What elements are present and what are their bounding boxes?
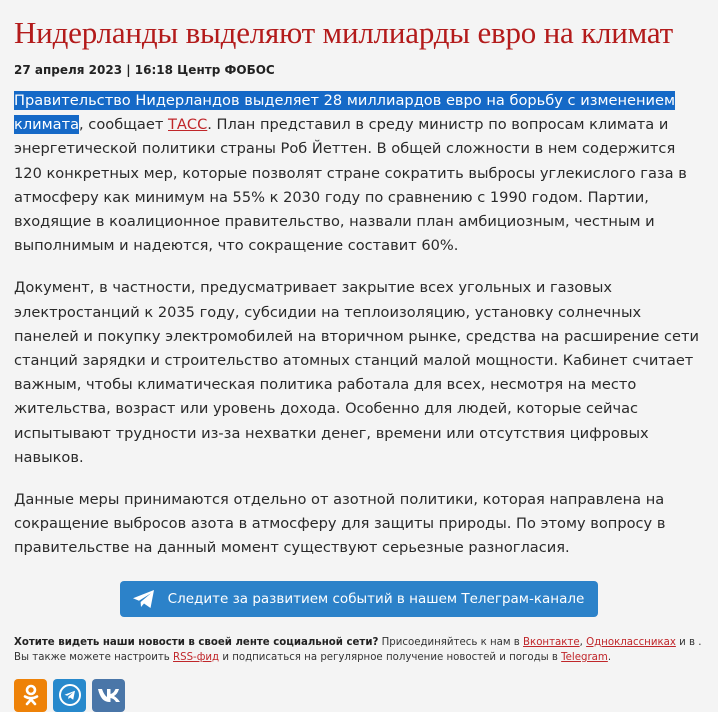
paragraph-2: Документ, в частности, предусматривает закрытие всех угольных и газовых электростанций к 2035 году, субсидии на теплоизоляцию, установку солнечных панелей и покупку электромобилей на вторичном рынке, средства на расширение сети станций зарядки и строительство атомных станций малой мощности. Кабинет считает важным, чтобы климатическая политика работала для всех, несмотря на место жительства, возраст или уровень дохода. Особенно для людей, которые сейчас испытывают трудности из-за нехватки денег, времени или отсутствия цифровых навыков.	[14, 279, 699, 466]
telegram-channel-button[interactable]	[120, 581, 599, 617]
article-body	[14, 89, 704, 561]
ok-link[interactable]: Одноклассниках	[586, 636, 676, 648]
paragraph-1-mid: , сообщает	[79, 116, 168, 134]
rss-link[interactable]: RSS-фид	[173, 651, 220, 663]
telegram-button-label: Следите за развитием событий в нашем Телеграм-канале	[167, 590, 585, 607]
paragraph-3: Данные меры принимаются отдельно от азотной политики, которая направлена на сокращение выбросов азота в атмосферу для защиты природы. По этому вопросу в правительстве на данный момент существуют серьезные разногласия.	[14, 491, 666, 557]
paper-plane-icon	[132, 589, 156, 609]
telegram-link[interactable]: Telegram	[561, 651, 608, 663]
selected-text[interactable]: Правительство Нидерландов выделяет 28 миллиардов евро на борьбу с изменением климата	[14, 92, 675, 134]
article-title: Нидерланды выделяют миллиарды евро на климат	[14, 15, 673, 50]
social-note-text: и подписаться на регулярное получение новостей и погоды в	[219, 651, 562, 663]
social-note-text: ,	[579, 636, 587, 648]
article-meta: 27 апреля 2023 | 16:18 Центр ФОБОС	[14, 63, 275, 77]
social-note-text: Присоединяйтесь к нам в	[378, 636, 524, 648]
telegram-cta-wrap	[14, 581, 704, 617]
tass-link[interactable]: ТАСС	[168, 116, 208, 134]
paragraph-1	[14, 89, 704, 258]
vk-link[interactable]: Вконтакте	[523, 636, 580, 648]
social-note	[14, 635, 704, 665]
telegram-icon[interactable]	[53, 679, 86, 712]
social-note-text: и в . Вы также можете настроить	[14, 636, 702, 663]
vk-icon[interactable]	[92, 679, 125, 712]
odnoklassniki-icon[interactable]	[14, 679, 47, 712]
paragraph-1-rest: . План представил в среду министр по вопросам климата и энергетической политики страны Роб Йеттен. В общей сложности в нем содержится 120 конкретных мер, которые позволят стране сократить выбросы углекислого газа в атмосферу как минимум на 55% к 2030 году по сравнению с 1990 годом. Партии, входящие в коалиционное правительство, назвали план амбициозным, честным и выполнимым и надеются, что сокращение составит 60%.	[14, 116, 687, 255]
social-note-bold: Хотите видеть наши новости в своей ленте социальной сети?	[14, 636, 379, 648]
share-icons	[14, 679, 704, 712]
social-note-text: .	[607, 651, 612, 663]
